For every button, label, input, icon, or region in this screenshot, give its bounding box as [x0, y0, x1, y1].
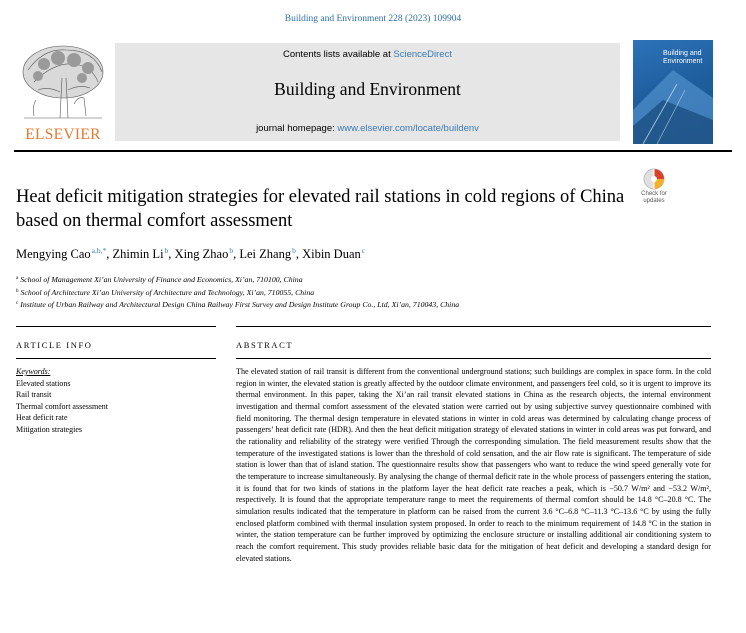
- contents-line: [115, 49, 620, 60]
- keyword: Thermal comfort assessment: [16, 401, 108, 411]
- author-affil-mark[interactable]: c: [361, 246, 366, 255]
- crossmark-label-line2: updates: [643, 197, 665, 204]
- article-info-top-rule: [16, 326, 216, 327]
- article-info-heading: ARTICLE INFO: [16, 340, 93, 350]
- keywords-label: Keywords:: [16, 367, 51, 376]
- check-for-updates-badge[interactable]: [634, 167, 674, 207]
- abstract-top-rule: [236, 326, 711, 327]
- author-name[interactable]: Xing Zhao: [174, 247, 229, 261]
- affiliation: [16, 298, 716, 311]
- homepage-line: [115, 123, 620, 134]
- header-divider: [14, 150, 732, 152]
- sciencedirect-link[interactable]: ScienceDirect: [393, 49, 452, 60]
- article-info-bottom-rule: [16, 358, 216, 359]
- keyword: Mitigation strategies: [16, 424, 82, 434]
- journal-title: Building and Environment: [274, 79, 461, 99]
- author-name[interactable]: Xibin Duan: [302, 247, 361, 261]
- keyword: Elevated stations: [16, 378, 71, 388]
- affiliation-text: School of Architecture Xi’an University of Architecture and Technology, Xi’an, 710055, China: [20, 287, 315, 297]
- elsevier-wordmark: ELSEVIER: [25, 126, 101, 143]
- journal-cover[interactable]: [633, 40, 713, 144]
- keyword: Rail transit: [16, 390, 52, 400]
- author-affil-mark[interactable]: a,b,*: [91, 246, 107, 255]
- journal-reference[interactable]: Building and Environment 228 (2023) 109904: [284, 14, 462, 24]
- crossmark-label-line1: Check for: [641, 191, 667, 197]
- affiliation-mark: b: [16, 288, 19, 294]
- affiliation-text: School of Management Xi’an University of Finance and Economics, Xi’an, 710100, China: [20, 275, 303, 284]
- crossmark-icon: [634, 167, 674, 191]
- author-name[interactable]: Zhimin Li: [112, 247, 164, 261]
- affiliation: [16, 273, 716, 286]
- homepage-link[interactable]: www.elsevier.com/locate/buildenv: [337, 123, 479, 134]
- affiliation-mark: a: [16, 276, 19, 281]
- article-title: Heat deficit mitigation strategies for elevated rail stations in cold regions of China based on thermal comfort assessment: [16, 187, 625, 231]
- journal-banner: [115, 43, 620, 141]
- affiliation-text: Institute of Urban Railway and Architectural Design China Railway First Survey and Design Institute Group Co., Ltd, Xi’an, 710043, China: [20, 300, 460, 310]
- author-affil-mark[interactable]: b: [292, 246, 296, 255]
- author-name[interactable]: Lei Zhang: [239, 247, 292, 261]
- homepage-prefix: journal homepage:: [256, 123, 338, 134]
- keywords-block: [16, 366, 216, 436]
- abstract-bottom-rule: [236, 358, 711, 359]
- cover-title: Building and Environment: [663, 50, 703, 65]
- crossmark-label: [634, 191, 674, 204]
- author-name[interactable]: Mengying Cao: [16, 247, 91, 261]
- author-affil-mark[interactable]: b: [164, 246, 169, 255]
- author-affil-mark[interactable]: b: [229, 246, 234, 255]
- abstract-body: The elevated station of rail transit is different from the conventional underground stations; such buildings are complex in space form. In the cold region in winter, the elevated station is greatly affected by the outdoor climate environment, and passengers feel cold, so it is urgent to improve its thermal environment. In this paper, taking the Xi’an rail transit elevated stations in China as the research objects, the internal environment investigation and thermal comfort assessment of the elevated station were carried out by using subjective survey questionnaire combined with field monitoring. The thermal design temperature in elevated stations in winter in cold areas was determined by calculating change process of passengers’ heat deficit rate (HDR). And then the heat deficit mitigation strategy of elevated stations in winter in cold areas was put forward, and the rationality and reliability of the strategy were verified Through the corresponding simulation. The field measurement results show that the temperature of the investigated stations is lower than the threshold of cold sensation, and the air flow rate is significant. The temperature of side station is lower than that of island station. The questionnaire results show that passengers who want to reduce the wind speed generally vote for the temperature to increase simultaneously. By analysing the change of thermal deficit rate in the whole process of passengers entering the station, it is found that for two kinds of stations in the platform layer the heat deficit rate reaches a peak, which is −50.7 W/m² and −53.2 W/m², respectively. It is found that the appropriate temperature range to meet the requirements of thermal comfort should be 14.8 °C–20.8 °C. The simulation results indicated that the temperature in platform can be raised from the current 3.6 °C–6.8 °C–11.3 °C–13.6 °C by using the fully enclosed platform combined with thermal insulation system proposed. In order to reach to the minimum requirement of 14.8 °C in the station in winter, the station temperature can be further improved by optimizing the enclosure structure or installing additional air conditioning system to reach the comfort requirement. This study provides reliable basic data for the mitigation of heat deficit and developing a standard design for elevated stations.: [236, 367, 711, 563]
- author-list: Mengying Cao$^{a,b,*}$, Zhimin Li$^b$, Xing Zhao$^b$, Lei Zhang$^b$, Xibin Duan$^c$: [16, 246, 366, 261]
- elsevier-logo: [14, 42, 112, 144]
- affiliation-list: [16, 273, 716, 311]
- tree-icon: [14, 42, 112, 124]
- abstract-heading: ABSTRACT: [236, 340, 294, 350]
- keyword: Heat deficit rate: [16, 413, 68, 423]
- contents-prefix: Contents lists available at: [283, 49, 394, 60]
- affiliation-mark: c: [16, 301, 19, 307]
- affiliation: [16, 286, 716, 299]
